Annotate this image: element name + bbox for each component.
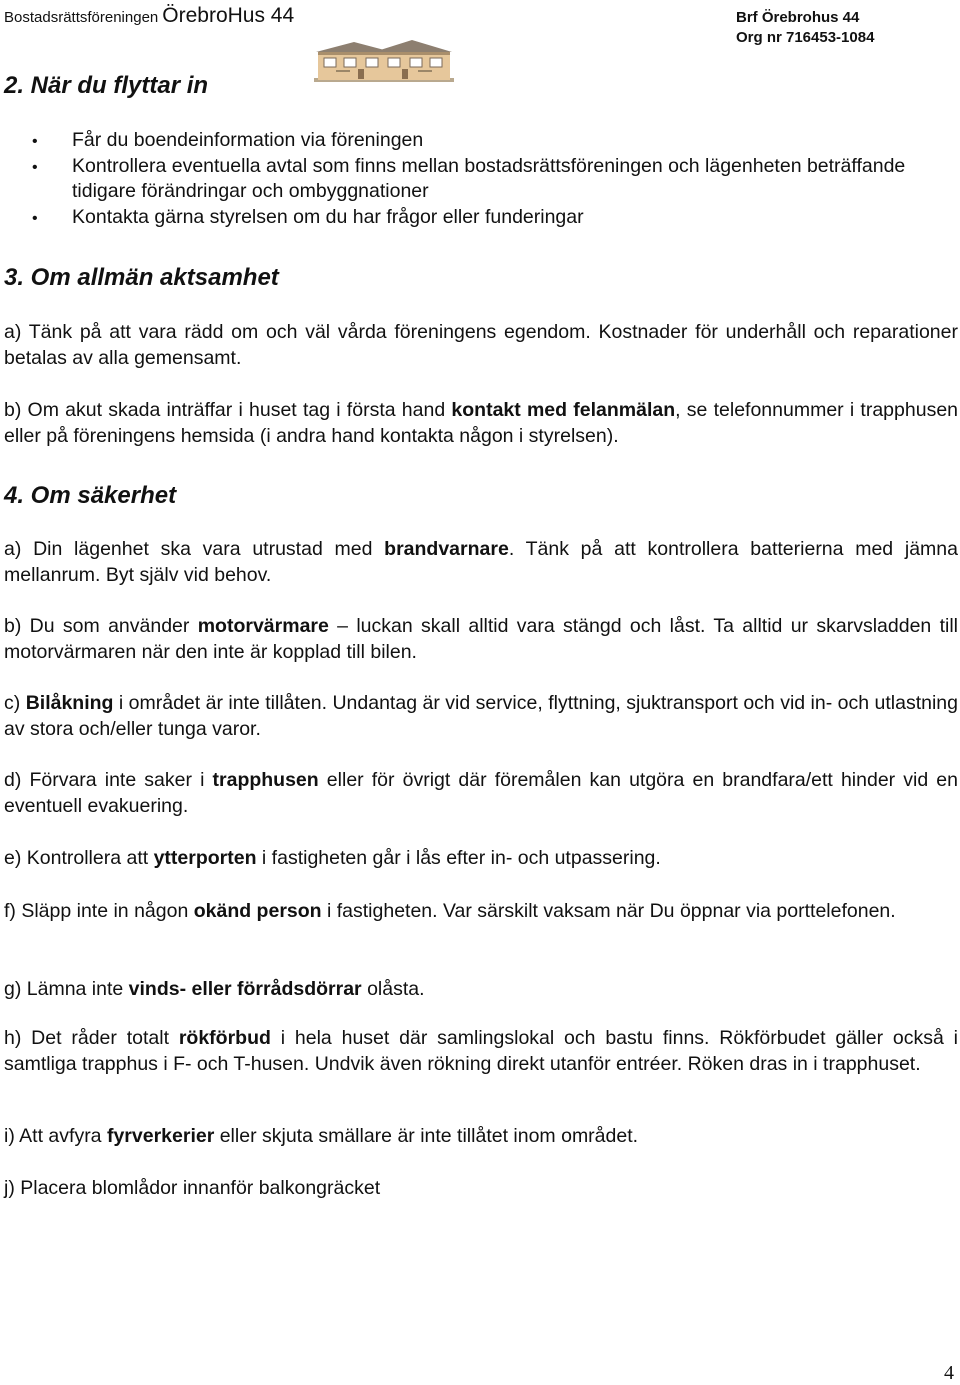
safety-item-d: d) Förvara inte saker i trapphusen eller för övrigt där föremålen kan utgöra en brandfara/ett hinder vid en eventuell evakuering. [4,769,958,817]
section-4-title: 4. Om säkerhet [4,482,177,509]
list-item: • Kontrollera eventuella avtal som finns mellan bostadsrättsföreningen och lägenheten beträffande tidigare förändringar och ombyggnationer [32,154,906,202]
list-item: • Får du boendeinformation via föreningen [6,128,960,154]
page-number: 4 [944,1362,954,1384]
safety-item-c: c) Bilåkning i området är inte tillåten. Undantag är vid service, flyttning, sjuktransport och vid in- och utlastning av stora och/eller tunga varor. [4,692,958,740]
safety-item-e: e) Kontrollera att ytterporten i fastigheten går i lås efter in- och utpassering. [4,847,661,869]
move-in-bullet-list [6,128,960,230]
section-2-title: 2. När du flyttar in [4,72,209,99]
bullet-icon: • [32,133,38,150]
safety-item-j: j) Placera blomlådor innanför balkongräcket [4,1177,381,1199]
care-paragraph-b: b) Om akut skada inträffar i huset tag i första hand kontakt med felanmälan, se telefonnummer i trapphusen eller på föreningens hemsida (i andra hand kontakta någon i styrelsen). [4,399,959,447]
header-left [4,4,294,28]
org-title: Brf Örebrohus 44 [736,9,860,26]
safety-item-a: a) Din lägenhet ska vara utrustad med brandvarnare. Tänk på att kontrollera batterierna med jämna mellanrum. Byt själv vid behov. [4,538,958,586]
bullet-icon: • [32,158,38,176]
bullet-icon: • [32,209,38,227]
org-number: Org nr 716453-1084 [736,29,875,46]
building-illustration-icon [314,36,454,84]
header-right [736,8,874,48]
org-name-big: ÖrebroHus 44 [162,4,295,27]
org-name-small: Bostadsrättsföreningen [4,9,159,26]
safety-item-g: g) Lämna inte vinds- eller förrådsdörrar olåsta. [4,978,425,1000]
list-item: • Kontakta gärna styrelsen om du har frågor eller funderingar [6,205,960,231]
safety-item-f: f) Släpp inte in någon okänd person i fastigheten. Var särskilt vaksam när Du öppnar via porttelefonen. [4,900,896,922]
safety-item-b: b) Du som använder motorvärmare – luckan skall alltid vara stängd och låst. Ta alltid ur skarvsladden till motorvärmaren när den inte är kopplad till bilen. [4,615,959,663]
care-paragraph-a: a) Tänk på att vara rädd om och väl vårda föreningens egendom. Kostnader för underhåll och reparationer betalas av alla gemensamt. [4,321,958,369]
safety-item-h: h) Det råder totalt rökförbud i hela huset där samlingslokal och bastu finns. Rökförbudet gäller också i samtliga trapphus i F- och T-husen. Undvik även rökning direkt utanför entréer. Röken dras in i trapphuset. [4,1027,959,1075]
safety-item-i: i) Att avfyra fyrverkerier eller skjuta smällare är inte tillåtet inom området. [4,1125,639,1147]
section-3-title: 3. Om allmän aktsamhet [4,264,279,291]
